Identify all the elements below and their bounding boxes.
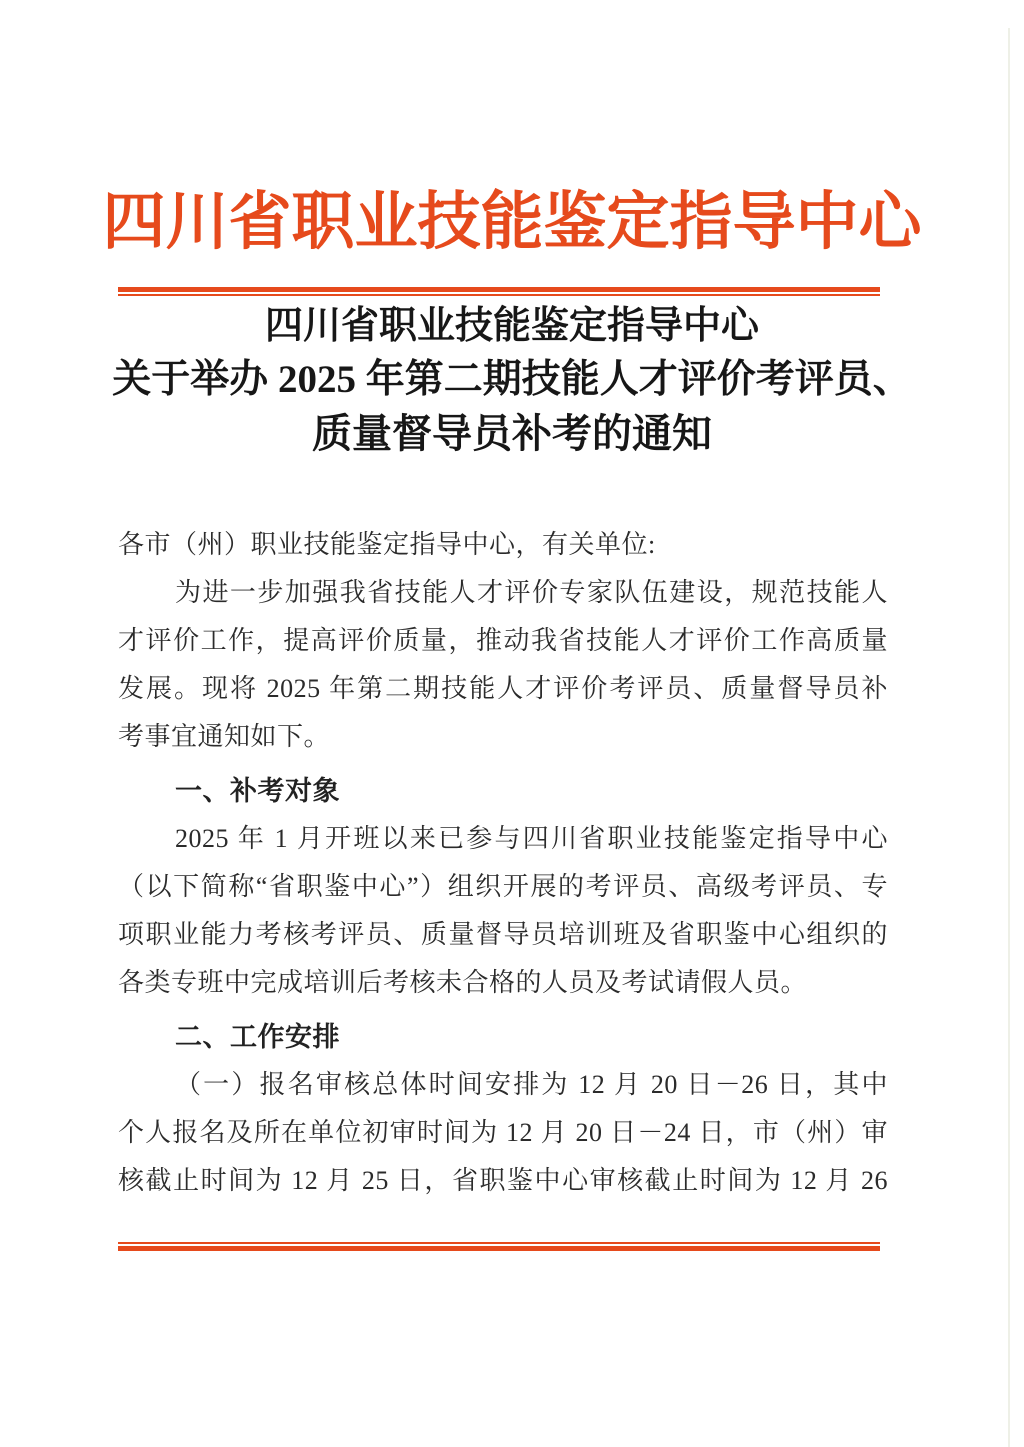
document-title [0,300,1024,461]
body-line: 各市（州）职业技能鉴定指导中心，有关单位: [118,530,656,559]
body-line: 才评价工作，提高评价质量，推动我省技能人才评价工作高质量 [118,626,888,655]
body-line: 2025 年 1 月开班以来已参与四川省职业技能鉴定指导中心 [175,824,888,853]
title-line-1: 四川省职业技能鉴定指导中心 [264,305,759,347]
section-heading: 二、工作安排 [175,1022,340,1052]
divider-thick-line [118,1246,880,1251]
body-line: （以下简称“省职鉴中心”）组织开展的考评员、高级考评员、专 [118,872,888,901]
body-line: 项职业能力考核考评员、质量督导员培训班及省职鉴中心组织的 [118,920,888,949]
title-line-2: 关于举办 2025 年第二期技能人才评价考评员、 [112,358,912,401]
body-line: （一）报名审核总体时间安排为 12 月 20 日－26 日，其中 [175,1070,888,1099]
section-heading: 一、补考对象 [175,776,340,806]
title-line-3: 质量督导员补考的通知 [312,411,712,456]
body-line: 个人报名及所在单位初审时间为 12 月 20 日－24 日，市（州）审 [118,1118,888,1147]
letterhead-title: 四川省职业技能鉴定指导中心 [102,187,922,257]
body-line: 考事宜通知如下。 [118,722,331,751]
divider-thin-line [118,294,880,296]
letterhead-divider [118,287,880,296]
document-body [118,521,888,1205]
body-line: 各类专班中完成培训后考核未合格的人员及考试请假人员。 [118,968,808,997]
body-line: 核截止时间为 12 月 25 日，省职鉴中心审核截止时间为 12 月 26 [118,1166,888,1195]
body-line: 发展。现将 2025 年第二期技能人才评价考评员、质量督导员补 [118,674,888,703]
footer-divider [118,1242,880,1251]
body-line: 为进一步加强我省技能人才评价专家队伍建设，规范技能人 [175,578,888,607]
